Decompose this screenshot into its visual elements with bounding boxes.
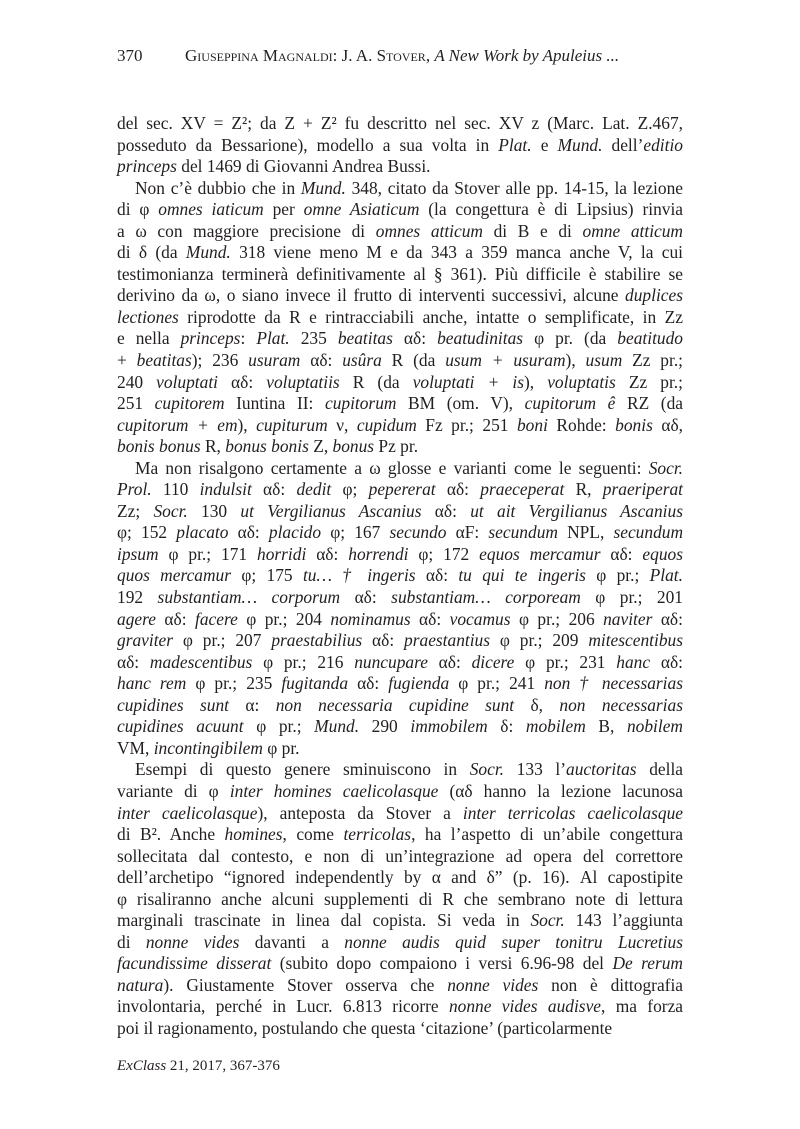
text: φ pr.; 241 (449, 673, 545, 694)
text: αδ: (117, 651, 150, 672)
text: dell’ (602, 134, 644, 155)
text: 348, citato da Stover alle pp. 14-15, la lezione (345, 177, 683, 198)
text: di δ (da (117, 242, 186, 263)
italic-text: tu… † ingeris (302, 565, 416, 586)
italic-text: Socr. (469, 759, 505, 780)
text-line (117, 565, 683, 587)
text: φ pr.; 209 (490, 630, 589, 651)
text: αδ: (251, 479, 297, 500)
text-line (117, 716, 683, 738)
text: φ risaliranno anche alcuni supplementi di R che sembrano note di lettura (117, 888, 683, 909)
italic-text: secundum (613, 522, 684, 543)
text-line (117, 803, 683, 825)
text: Fz pr.; 251 (416, 414, 517, 435)
text: 192 (117, 587, 158, 608)
text-line (117, 501, 683, 523)
text: , ma forza (601, 996, 684, 1017)
text-line (117, 242, 683, 264)
italic-text: Mund. (300, 177, 346, 198)
text-line (117, 889, 683, 911)
italic-text: placato (176, 522, 229, 543)
text-line (117, 350, 683, 372)
text: marginali trascinate in linea dal copista. Si veda in (117, 910, 531, 931)
text: αδ: (362, 630, 405, 651)
italic-text: graviter (117, 630, 174, 651)
text: (αδ hanno la lezione lacunosa (438, 780, 684, 801)
text-line (117, 372, 683, 394)
italic-text: Mund. (557, 134, 603, 155)
italic-text: equos mercamur (479, 543, 601, 564)
text: αδ: (306, 543, 349, 564)
paragraph (117, 759, 683, 1039)
text-line (117, 522, 683, 544)
italic-text: fugienda (388, 673, 450, 694)
text: αδ: (392, 328, 438, 349)
italic-text: praeriperat (602, 479, 683, 500)
italic-text: Mund. (314, 716, 360, 737)
italic-text: immobilem (410, 716, 488, 737)
text: B, (585, 716, 627, 737)
italic-text: nominamus (330, 608, 411, 629)
text-line (117, 544, 683, 566)
italic-text: nuncupare (354, 651, 428, 672)
text: φ pr.; 171 (158, 543, 257, 564)
text: BM (om. V), (396, 393, 525, 414)
text: dell’archetipo “ignored independently by α and δ” (p. 16). Al capostipite (117, 867, 683, 888)
italic-text: fugitanda (281, 673, 349, 694)
italic-text: Mund. (185, 242, 231, 263)
text-line (117, 824, 683, 846)
text: + (117, 350, 137, 371)
footer-journal: ExClass (117, 1058, 167, 1074)
text-line (117, 652, 683, 674)
text: αδ: (652, 608, 683, 629)
italic-text: hanc (616, 651, 651, 672)
text: , ha l’aspetto di un’abile congettura (411, 824, 683, 845)
italic-text: voluptatiis (266, 371, 340, 392)
text: involontaria, perché in Lucr. 6.813 ricorre (117, 996, 449, 1017)
italic-text: bonus (332, 436, 375, 457)
text: poi il ragionamento, postulando che questa ‘citazione’ (particolarmente (117, 1017, 613, 1038)
text: ); 236 (191, 350, 249, 371)
italic-text: placido (268, 522, 322, 543)
text: φ pr.; 201 (580, 587, 684, 608)
text: α: (229, 694, 276, 715)
text-line (117, 415, 683, 437)
text: a ω con maggiore precisione di (117, 220, 376, 241)
text: 251 (117, 393, 155, 414)
text: R, (564, 479, 603, 500)
italic-text: voluptati (156, 371, 218, 392)
text-line (117, 221, 683, 243)
italic-text: secundum (488, 522, 558, 543)
italic-text: cupitorum + em (117, 414, 238, 435)
italic-text: usum (585, 350, 623, 371)
italic-text: dedit (296, 479, 332, 500)
text-line (117, 135, 683, 157)
italic-text: agere (117, 608, 156, 629)
text-line (117, 285, 683, 307)
text: della (636, 759, 683, 780)
italic-text: naviter (603, 608, 653, 629)
text: φ pr.; (243, 716, 315, 737)
text-line (117, 630, 683, 652)
italic-text: Plat. (649, 565, 683, 586)
italic-text: bonus bonis (225, 436, 309, 457)
text: 133 l’ (504, 759, 567, 780)
text: 318 viene meno M e da 343 a 359 manca anche V, la cui (230, 242, 683, 263)
italic-text: usuram (248, 350, 301, 371)
italic-text: omnes iaticum (158, 199, 264, 220)
text-line (117, 199, 683, 221)
text: φ; 175 (231, 565, 303, 586)
text: ), (237, 414, 257, 435)
italic-text: mobilem (525, 716, 586, 737)
text: φ pr.; 231 (514, 651, 617, 672)
running-header (117, 46, 619, 66)
text: δ, (514, 694, 560, 715)
italic-text: cupidines acuunt (117, 716, 244, 737)
text: δ: (487, 716, 526, 737)
text: di φ (117, 199, 159, 220)
text-line (117, 264, 683, 286)
italic-text: editio (643, 134, 683, 155)
text: αδ: (650, 651, 683, 672)
header-book-title: A New Work by Apuleius ... (434, 46, 620, 65)
text: αδ: (228, 522, 269, 543)
italic-text: nonne vides (447, 974, 539, 995)
text: Esempi di questo genere sminuiscono in (135, 759, 470, 780)
text-line (117, 673, 683, 695)
text: variante di φ (117, 780, 230, 801)
text-line (117, 156, 683, 178)
italic-text: Plat. (256, 328, 290, 349)
italic-text: Socr. (530, 910, 565, 931)
text: ), anteposta da Stover a (257, 802, 463, 823)
italic-text: nonne vides (145, 931, 240, 952)
text: φ pr. (da (523, 328, 618, 349)
italic-text: duplices (625, 285, 683, 306)
italic-text: Prol. (117, 479, 152, 500)
text: Z, (308, 436, 333, 457)
text-line (117, 393, 683, 415)
text: Zz; (117, 500, 154, 521)
italic-text: boni (516, 414, 548, 435)
text: Pz pr. (374, 436, 419, 457)
italic-text: omne atticum (582, 220, 683, 241)
italic-text: natura (117, 974, 164, 995)
text: ). Giustamente Stover osserva che (163, 974, 448, 995)
text: φ pr. (262, 737, 300, 758)
text: : (240, 328, 257, 349)
italic-text: nonne vides audisve (448, 996, 602, 1017)
text-line (117, 436, 683, 458)
italic-text: equos (642, 543, 683, 564)
italic-text: usum + usuram (445, 350, 566, 371)
italic-text: dicere (471, 651, 515, 672)
italic-text: mitescentibus (588, 630, 683, 651)
text: davanti a (239, 931, 345, 952)
text: R, (200, 436, 226, 457)
text-line (117, 932, 683, 954)
text: di B e di (482, 220, 583, 241)
italic-text: bonis (615, 414, 653, 435)
text-line (117, 759, 683, 781)
header-reviewed-author: Stover (376, 46, 426, 65)
italic-text: substantiam… corporum (157, 587, 341, 608)
italic-text: nonne audis quid super tonitru Lucretius (344, 931, 683, 952)
text: αδ: (300, 350, 343, 371)
text: φ pr.; 204 (237, 608, 331, 629)
text: derivino da ω, o siano invece il frutto di interventi successivi, alcune (117, 285, 626, 306)
italic-text: inter caelicolasque (117, 802, 258, 823)
text: φ; 172 (408, 543, 480, 564)
text: non è dittografia (538, 974, 683, 995)
text: VM, (117, 737, 154, 758)
italic-text: quos mercamur (117, 565, 232, 586)
text: Zz pr.; (615, 371, 683, 392)
footer-details: 21, 2017, 367-376 (166, 1058, 280, 1074)
italic-text: Plat. (498, 134, 532, 155)
italic-text: lectiones (117, 306, 179, 327)
text: φ pr.; 207 (173, 630, 272, 651)
italic-text: beatitudo (617, 328, 683, 349)
text: φ pr.; 206 (510, 608, 604, 629)
italic-text: praestabilius (271, 630, 363, 651)
text-line (117, 307, 683, 329)
italic-text: facundissime disserat (117, 953, 272, 974)
text: (la congettura è di Lipsius) rinvia (419, 199, 684, 220)
italic-text: non necessaria cupidine sunt (275, 694, 515, 715)
italic-text: incontingibilem (153, 737, 263, 758)
text-line (117, 479, 683, 501)
italic-text: cupitorum (324, 393, 397, 414)
text: 240 (117, 371, 157, 392)
text: sollecitata dal contesto, e non di un’integrazione ad opera del correttore (117, 845, 683, 866)
text: αF: (446, 522, 489, 543)
text: αδ, (652, 414, 683, 435)
text: φ pr.; 235 (186, 673, 282, 694)
italic-text: facere (194, 608, 238, 629)
paragraph (117, 458, 683, 760)
italic-text: horridi (257, 543, 307, 564)
italic-text: inter terricolas caelicolasque (462, 802, 683, 823)
text: testimonianza terminerà definitivamente al § 361). Più difficile è stabilire se (117, 263, 683, 284)
italic-text: homines (224, 824, 283, 845)
text-line (117, 781, 683, 803)
text-line (117, 1018, 683, 1040)
italic-text: indulsit (199, 479, 252, 500)
text-line (117, 975, 683, 997)
text-line (117, 867, 683, 889)
italic-text: cupidines sunt (117, 694, 230, 715)
text: 110 (151, 479, 200, 500)
italic-text: beatudinitas (437, 328, 524, 349)
text-line (117, 953, 683, 975)
text: αδ: (600, 543, 643, 564)
text: R (da (381, 350, 446, 371)
italic-text: De rerum (612, 953, 683, 974)
text-line (117, 996, 683, 1018)
text: αδ: (435, 479, 481, 500)
text-line (117, 178, 683, 200)
italic-text: non † necessarias (544, 673, 683, 694)
text-line (117, 846, 683, 868)
text-line (117, 738, 683, 760)
text: ), (523, 371, 548, 392)
text: φ; 167 (321, 522, 390, 543)
text: del sec. XV = Z²; da Z + Z² fu descritto nel sec. XV z (Marc. Lat. Z.467, (117, 113, 683, 133)
text-line (117, 910, 683, 932)
italic-text: secundo (389, 522, 447, 543)
text-line (117, 328, 683, 350)
text: φ; (331, 479, 369, 500)
text: 235 (289, 328, 338, 349)
body-text (117, 113, 683, 1040)
italic-text: horrendi (348, 543, 409, 564)
text: αδ: (217, 371, 267, 392)
page-number: 370 (117, 46, 143, 65)
text: R (da (339, 371, 413, 392)
text: Zz pr.; (622, 350, 683, 371)
paragraph (117, 113, 683, 178)
italic-text: cupitorem (154, 393, 225, 414)
text-line (117, 609, 683, 631)
italic-text: cupitorum ê (524, 393, 616, 414)
text: di (117, 931, 146, 952)
running-footer (117, 1058, 280, 1075)
text: Iuntina II: (224, 393, 325, 414)
italic-text: beatitas (136, 350, 192, 371)
text: e (531, 134, 558, 155)
text: ), (565, 350, 586, 371)
paragraph (117, 178, 683, 458)
text: αδ: (410, 608, 450, 629)
italic-text: pepererat (368, 479, 436, 500)
italic-text: cupidum (356, 414, 417, 435)
italic-text: usûra (342, 350, 382, 371)
text: φ pr.; (585, 565, 650, 586)
italic-text: beatitas (337, 328, 393, 349)
text: αδ: (348, 673, 389, 694)
text: Ma non risalgono certamente a ω glosse e varianti come le seguenti: (135, 457, 649, 478)
text: RZ (da (615, 393, 683, 414)
text: NPL, (557, 522, 614, 543)
text-line (117, 113, 683, 135)
italic-text: voluptatis (547, 371, 616, 392)
text: (subito dopo compaiono i versi 6.96-98 del (271, 953, 613, 974)
text-line (117, 695, 683, 717)
italic-text: praestantius (404, 630, 491, 651)
header-separator: : J. A. (332, 46, 377, 65)
italic-text: nobilem (626, 716, 683, 737)
text: di B². Anche (117, 824, 225, 845)
italic-text: hanc rem (117, 673, 187, 694)
italic-text: substantiam… corpoream (391, 587, 581, 608)
italic-text: praeceperat (480, 479, 565, 500)
text: posseduto da Bessarione), modello a sua volta in (117, 134, 499, 155)
text: φ pr.; 216 (252, 651, 355, 672)
text: ν, (327, 414, 357, 435)
text: 143 l’aggiunta (564, 910, 683, 931)
italic-text: bonis bonus (117, 436, 201, 457)
italic-text: ut Vergilianus Ascanius (240, 500, 422, 521)
italic-text: inter homines caelicolasque (229, 780, 439, 801)
text: Non c’è dubbio che in (135, 177, 301, 198)
italic-text: voluptati + is (412, 371, 524, 392)
italic-text: omne Asiaticum (303, 199, 420, 220)
text: αδ: (427, 651, 472, 672)
italic-text: omnes atticum (375, 220, 483, 241)
text: αδ: (415, 565, 459, 586)
text: 290 (359, 716, 411, 737)
italic-text: cupiturum (256, 414, 328, 435)
italic-text: princeps (180, 328, 241, 349)
italic-text: auctoritas (566, 759, 637, 780)
italic-text: terricolas (343, 824, 412, 845)
text: αδ: (340, 587, 392, 608)
header-author: Giuseppina Magnaldi (185, 46, 333, 65)
text: αδ: (155, 608, 195, 629)
italic-text: ipsum (117, 543, 159, 564)
italic-text: Socr. (153, 500, 188, 521)
italic-text: princeps (117, 156, 177, 177)
italic-text: madescentibus (149, 651, 253, 672)
text: αδ: (421, 500, 471, 521)
italic-text: ut ait Vergilianus Ascanius (470, 500, 683, 521)
text: , come (282, 824, 344, 845)
text: del 1469 di Giovanni Andrea Bussi. (176, 156, 431, 177)
italic-text: non necessarias (559, 694, 683, 715)
text: Rohde: (547, 414, 616, 435)
italic-text: tu qui te ingeris (458, 565, 586, 586)
text: e nella (117, 328, 181, 349)
text-line (117, 587, 683, 609)
text: riprodotte da R e rintracciabili anche, intatte o semplificate, in Zz (178, 306, 683, 327)
italic-text: vocamus (449, 608, 511, 629)
text: φ; 152 (117, 522, 177, 543)
italic-text: Socr. (648, 457, 683, 478)
text: 130 (187, 500, 241, 521)
text: per (263, 199, 304, 220)
header-separator: , (425, 46, 435, 65)
text-line (117, 458, 683, 480)
